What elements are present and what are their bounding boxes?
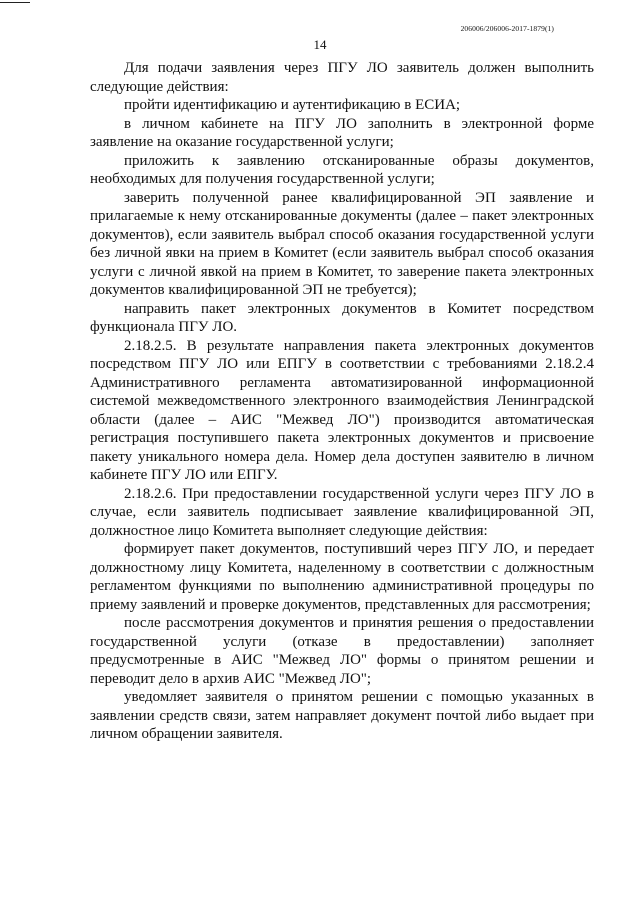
paragraph-action-notify: уведомляет заявителя о принятом решении с помощью указанных в заявлении средств связи, затем направляет документ почтой либо выдает при личном обращении заявителя. (90, 689, 594, 742)
paragraph-step-send: направить пакет электронных документов в Комитет посредством функционала ПГУ ЛО. (90, 300, 594, 335)
paragraph-2-18-2-5: 2.18.2.5. В результате направления пакета электронных документов посредством ПГУ ЛО или ЕПГУ в соответствии с требованиями 2.18.2.4 Административного регламента автоматизированной информационной системой межведомственного электронного взаимодействия Ленинградской области (далее – АИС "Межвед ЛО") производится автоматическая регистрация поступившего пакета электронных документов и присвоение пакету уникального номера дела. Номер дела доступен заявителю в личном кабинете ПГУ ЛО или ЕПГУ. (90, 337, 594, 483)
page-number: 14 (313, 37, 327, 52)
corner-scan-mark (0, 2, 30, 3)
paragraph-step-attach: приложить к заявлению отсканированные образы документов, необходимых для получения государственной услуги; (90, 152, 594, 187)
paragraph-action-decision: после рассмотрения документов и принятия решения о предоставлении государственной услуги (отказе в предоставлении) заполняет предусмотренные в АИС "Межвед ЛО" формы о принятом решении и переводит дело в архив АИС "Межвед ЛО"; (90, 615, 594, 687)
paragraph-step-sign: заверить полученной ранее квалифицированной ЭП заявление и прилагаемые к нему отсканированные документы (далее – пакет электронных документов), если заявитель выбрал способ оказания государственной услуги без личной явки на прием в Комитет (если заявитель выбрал способ оказания услуги с личной явкой на прием в Комитет, то заверение пакета электронных документов квалифицированной ЭП не требуется); (90, 189, 594, 298)
document-number: 206006/206006-2017-1879(1) (460, 24, 554, 33)
document-body (90, 59, 594, 744)
paragraph-intro: Для подачи заявления через ПГУ ЛО заявитель должен выполнить следующие действия: (90, 60, 594, 95)
paragraph-action-form-package: формирует пакет документов, поступивший через ПГУ ЛО, и передает должностному лицу Комитета, наделенному в соответствии с должностным регламентом функциями по выполнению административной процедуры по приему заявлений и проверке документов, представленных для рассмотрения; (90, 541, 594, 613)
paragraph-2-18-2-6: 2.18.2.6. При предоставлении государственной услуги через ПГУ ЛО в случае, если заявитель подписывает заявление квалифицированной ЭП, должностное лицо Комитета выполняет следующие действия: (90, 485, 594, 539)
paragraph-step-identification: пройти идентификацию и аутентификацию в ЕСИА; (124, 97, 461, 113)
paragraph-step-fill-form: в личном кабинете на ПГУ ЛО заполнить в электронной форме заявление на оказание государственной услуги; (90, 115, 594, 150)
